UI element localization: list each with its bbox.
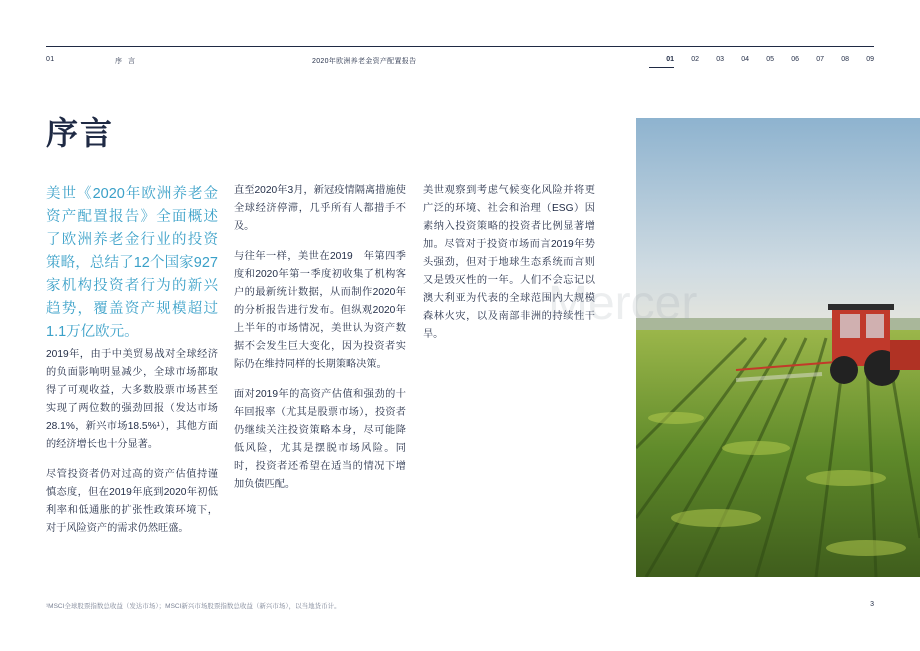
page-link-09[interactable]: 09 bbox=[866, 56, 874, 63]
body-paragraph: 面对2019年的高资产估值和强劲的十年回报率（尤其是股票市场），投资者仍继续关注投资策略本身，尽可能降低风险，尤其是摆脱市场风险。同时，投资者还希望在适当的情况下增加负债匹配。 bbox=[234, 389, 406, 490]
page-heading: 序言 bbox=[46, 114, 115, 152]
body-paragraph: 与往年一样，美世在2019 年第四季度和2020年第一季度初收集了机构客户的最新统计数据，从而制作2020年的分析报告进行发布。但纵观2020年上半年的市场情况，美世认为资产数据不会发生巨大变化，因为投资者实际仍在维持同样的长期策略决策。 bbox=[234, 251, 406, 370]
body-paragraph: 美世观察到考虑气候变化风险并将更广泛的环境、社会和治理（ESG）因素纳入投资策略的投资者比例显著增加。尽管对于投资市场而言2019年势头强劲，但对于地球生态系统而言则又是毁灭性的一年。人们不会忘记以澳大利亚为代表的全球范围内大规模森林火灾，以及南部非洲的持续性干旱。 bbox=[423, 185, 595, 340]
section-name: 序 言 bbox=[115, 58, 137, 65]
page-link-02[interactable]: 02 bbox=[691, 56, 699, 63]
page-link-08[interactable]: 08 bbox=[841, 56, 849, 63]
section-number: 01 bbox=[46, 56, 55, 63]
body-paragraph: 尽管投资者仍对过高的资产估值持谨慎态度，但在2019年底到2020年初低利率和低通胀的扩张性政策环境下，对于风险资产的需求仍然旺盛。 bbox=[46, 469, 218, 534]
page-navigation bbox=[649, 56, 874, 68]
watermark: Mercer bbox=[548, 277, 698, 330]
page-link-06[interactable]: 06 bbox=[791, 56, 799, 63]
page-link-05[interactable]: 05 bbox=[766, 56, 774, 63]
farm-tractor-photo bbox=[636, 118, 920, 577]
page-link-03[interactable]: 03 bbox=[716, 56, 724, 63]
column-1 bbox=[46, 346, 218, 550]
page-link-01[interactable]: 01 bbox=[649, 56, 674, 68]
footnote: ¹MSCI全球股票指数总收益（发达市场）；MSCI新兴市场股票指数总收益（新兴市场），以当地货币计。 bbox=[46, 603, 341, 610]
report-title: 2020年欧洲养老金资产配置报告 bbox=[312, 58, 417, 65]
lead-paragraph: 美世《2020年欧洲养老金资产配置报告》全面概述了欧洲养老金行业的投资策略，总结了12个国家927家机构投资者行为的新兴趋势，覆盖资产规模超过1.1万亿欧元。 bbox=[46, 186, 218, 340]
header-rule bbox=[46, 46, 874, 47]
page-link-04[interactable]: 04 bbox=[741, 56, 749, 63]
column-2 bbox=[234, 182, 406, 506]
body-paragraph: 直至2020年3月，新冠疫情隔离措施使全球经济停滞，几乎所有人都措手不及。 bbox=[234, 185, 406, 232]
body-paragraph: 2019年，由于中美贸易战对全球经济的负面影响明显减少，全球市场都取得了可观收益，大多数股票市场甚至实现了两位数的强劲回报（发达市场28.1%，新兴市场18.5%¹），其他方面的经济增长也十分显著。 bbox=[46, 349, 218, 450]
page-link-07[interactable]: 07 bbox=[816, 56, 824, 63]
page-number: 3 bbox=[870, 601, 874, 608]
column-3 bbox=[423, 182, 595, 356]
